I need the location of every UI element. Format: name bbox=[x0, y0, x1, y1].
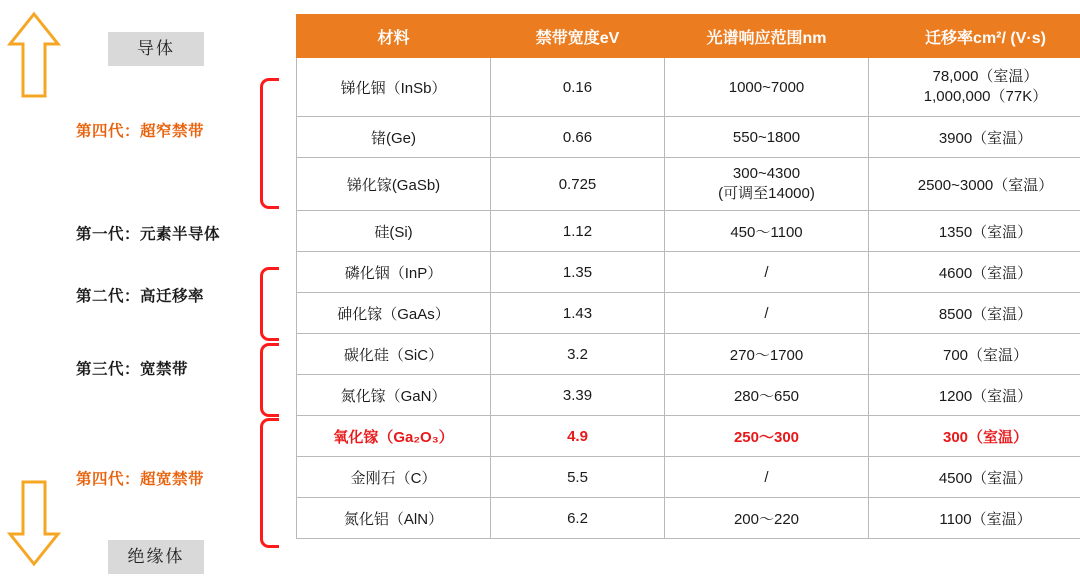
table-row bbox=[297, 416, 1080, 457]
table-row bbox=[297, 252, 1080, 293]
cell-bandgap: 0.66 bbox=[491, 117, 665, 158]
cell-spectrum: 550~1800 bbox=[665, 117, 869, 158]
cell-material: 金刚石（C） bbox=[297, 457, 491, 498]
conductor-label: 导体 bbox=[108, 32, 204, 66]
cell-mobility: 78,000（室温） 1,000,000（77K） bbox=[869, 58, 1080, 117]
group-bracket-1 bbox=[260, 78, 279, 209]
column-header-spectrum: 光谱响应范围nm bbox=[665, 15, 869, 58]
cell-bandgap: 1.12 bbox=[491, 211, 665, 252]
generation-label-4-wide: 第四代：超宽禁带 bbox=[76, 471, 205, 488]
column-header-material: 材料 bbox=[297, 15, 491, 58]
cell-material: 碳化硅（SiC） bbox=[297, 334, 491, 375]
cell-mobility: 3900（室温） bbox=[869, 117, 1080, 158]
table-row bbox=[297, 457, 1080, 498]
group-bracket-3 bbox=[260, 343, 279, 417]
cell-material: 氧化镓（Ga₂O₃） bbox=[297, 416, 491, 457]
cell-bandgap: 0.16 bbox=[491, 58, 665, 117]
table-row bbox=[297, 498, 1080, 539]
table-row bbox=[297, 211, 1080, 252]
cell-mobility: 1200（室温） bbox=[869, 375, 1080, 416]
table-row bbox=[297, 375, 1080, 416]
group-bracket-4 bbox=[260, 418, 279, 548]
table-body bbox=[297, 58, 1080, 539]
cell-material: 氮化铝（AlN） bbox=[297, 498, 491, 539]
cell-material: 锗(Ge) bbox=[297, 117, 491, 158]
cell-bandgap: 5.5 bbox=[491, 457, 665, 498]
cell-bandgap: 1.35 bbox=[491, 252, 665, 293]
generation-label-2: 第二代：高迁移率 bbox=[76, 288, 205, 305]
table-header bbox=[297, 15, 1080, 58]
cell-spectrum: 450～1100 bbox=[665, 211, 869, 252]
cell-spectrum: 1000~7000 bbox=[665, 58, 869, 117]
cell-bandgap: 3.2 bbox=[491, 334, 665, 375]
table-row bbox=[297, 334, 1080, 375]
cell-mobility: 1100（室温） bbox=[869, 498, 1080, 539]
cell-material: 硅(Si) bbox=[297, 211, 491, 252]
cell-bandgap: 6.2 bbox=[491, 498, 665, 539]
up-arrow-icon bbox=[6, 10, 62, 100]
cell-spectrum: 280～650 bbox=[665, 375, 869, 416]
insulator-label: 绝缘体 bbox=[108, 540, 204, 574]
table-row bbox=[297, 293, 1080, 334]
cell-bandgap: 1.43 bbox=[491, 293, 665, 334]
cell-material: 磷化铟（InP） bbox=[297, 252, 491, 293]
cell-spectrum: 250～300 bbox=[665, 416, 869, 457]
cell-spectrum: / bbox=[665, 293, 869, 334]
cell-spectrum: 300~4300 (可调至14000) bbox=[665, 158, 869, 211]
cell-mobility: 8500（室温） bbox=[869, 293, 1080, 334]
generation-label-3: 第三代：宽禁带 bbox=[76, 361, 189, 378]
generation-label-4-narrow: 第四代：超窄禁带 bbox=[76, 123, 205, 140]
cell-mobility: 2500~3000（室温） bbox=[869, 158, 1080, 211]
table-header-row bbox=[297, 15, 1080, 58]
cell-material: 氮化镓（GaN） bbox=[297, 375, 491, 416]
table-row bbox=[297, 117, 1080, 158]
semiconductor-materials-table bbox=[296, 14, 1080, 539]
column-header-mobility: 迁移率cm²/ (V·s) bbox=[869, 15, 1080, 58]
cell-spectrum: / bbox=[665, 457, 869, 498]
cell-material: 锑化镓(GaSb) bbox=[297, 158, 491, 211]
group-bracket-2 bbox=[260, 267, 279, 341]
cell-mobility: 4500（室温） bbox=[869, 457, 1080, 498]
cell-spectrum: / bbox=[665, 252, 869, 293]
cell-material: 锑化铟（InSb） bbox=[297, 58, 491, 117]
cell-mobility: 700（室温） bbox=[869, 334, 1080, 375]
generation-label-1: 第一代：元素半导体 bbox=[76, 226, 221, 243]
cell-bandgap: 0.725 bbox=[491, 158, 665, 211]
classification-panel bbox=[0, 0, 296, 586]
cell-mobility: 1350（室温） bbox=[869, 211, 1080, 252]
column-header-bandgap: 禁带宽度eV bbox=[491, 15, 665, 58]
cell-spectrum: 270～1700 bbox=[665, 334, 869, 375]
cell-spectrum: 200～220 bbox=[665, 498, 869, 539]
down-arrow-icon bbox=[6, 478, 62, 568]
cell-bandgap: 3.39 bbox=[491, 375, 665, 416]
cell-mobility: 300（室温） bbox=[869, 416, 1080, 457]
table-row bbox=[297, 58, 1080, 117]
table-row bbox=[297, 158, 1080, 211]
cell-bandgap: 4.9 bbox=[491, 416, 665, 457]
cell-material: 砷化镓（GaAs） bbox=[297, 293, 491, 334]
cell-mobility: 4600（室温） bbox=[869, 252, 1080, 293]
